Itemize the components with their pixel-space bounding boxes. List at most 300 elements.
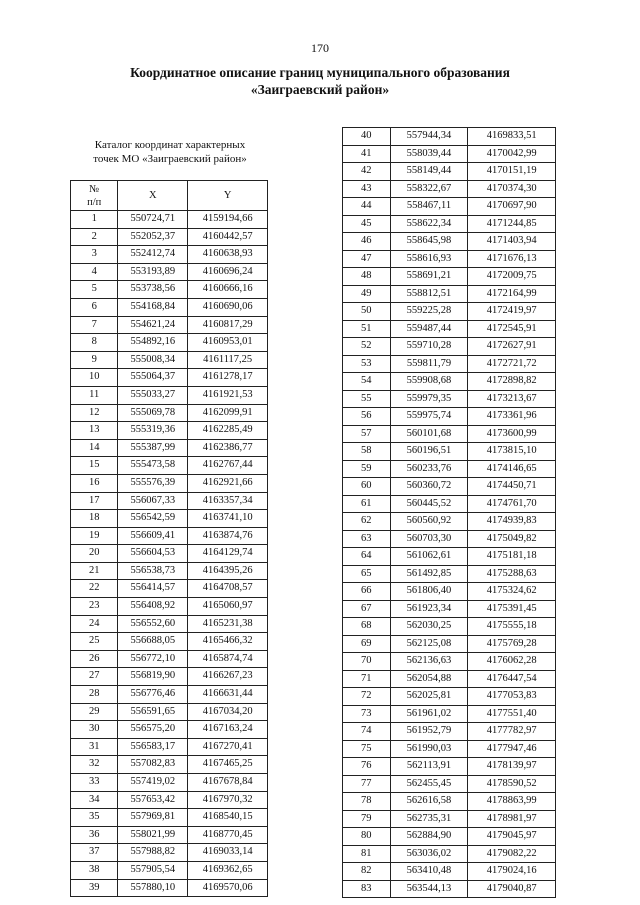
point-number-cell: 58 [343,443,391,461]
point-number-cell: 55 [343,390,391,408]
y-coordinate-cell: 4170697,90 [468,198,556,216]
table-row [343,548,556,566]
table-row [343,233,556,251]
x-coordinate-cell: 550724,71 [118,211,188,229]
point-number-cell: 53 [343,355,391,373]
header-x: X [118,181,188,211]
y-coordinate-cell: 4162767,44 [188,457,268,475]
y-coordinate-cell: 4169362,65 [188,861,268,879]
y-coordinate-cell: 4177551,40 [468,705,556,723]
header-y: Y [188,181,268,211]
x-coordinate-cell: 554621,24 [118,316,188,334]
y-coordinate-cell: 4169033,14 [188,844,268,862]
x-coordinate-cell: 552052,37 [118,228,188,246]
point-number-cell: 73 [343,705,391,723]
x-coordinate-cell: 558622,34 [390,215,468,233]
table-row [71,598,268,616]
x-coordinate-cell: 556542,59 [118,510,188,528]
x-coordinate-cell: 556583,17 [118,738,188,756]
y-coordinate-cell: 4167465,25 [188,756,268,774]
point-number-cell: 79 [343,810,391,828]
table-row [71,826,268,844]
x-coordinate-cell: 563036,02 [390,845,468,863]
table-row [71,211,268,229]
point-number-cell: 8 [71,334,118,352]
y-coordinate-cell: 4169570,06 [188,879,268,897]
point-number-cell: 64 [343,548,391,566]
point-number-cell: 33 [71,774,118,792]
point-number-cell: 76 [343,758,391,776]
x-coordinate-cell: 552412,74 [118,246,188,264]
x-coordinate-cell: 559908,68 [390,373,468,391]
table-row [71,527,268,545]
point-number-cell: 77 [343,775,391,793]
y-coordinate-cell: 4179082,22 [468,845,556,863]
y-coordinate-cell: 4179024,16 [468,863,556,881]
y-coordinate-cell: 4172009,75 [468,268,556,286]
point-number-cell: 42 [343,163,391,181]
x-coordinate-cell: 555069,78 [118,404,188,422]
table-row [343,828,556,846]
point-number-cell: 16 [71,474,118,492]
point-number-cell: 43 [343,180,391,198]
point-number-cell: 54 [343,373,391,391]
table-row [71,738,268,756]
table-row [71,510,268,528]
x-coordinate-cell: 561952,79 [390,723,468,741]
point-number-cell: 81 [343,845,391,863]
x-coordinate-cell: 558812,51 [390,285,468,303]
point-number-cell: 45 [343,215,391,233]
point-number-cell: 37 [71,844,118,862]
table-row [343,880,556,898]
table-row [343,793,556,811]
table-row [71,668,268,686]
coordinates-table-left [70,180,268,897]
x-coordinate-cell: 557905,54 [118,861,188,879]
table-row [71,650,268,668]
point-number-cell: 65 [343,565,391,583]
x-coordinate-cell: 562030,25 [390,618,468,636]
point-number-cell: 35 [71,809,118,827]
y-coordinate-cell: 4172627,91 [468,338,556,356]
table-row [343,740,556,758]
x-coordinate-cell: 562884,90 [390,828,468,846]
y-coordinate-cell: 4172419,97 [468,303,556,321]
point-number-cell: 44 [343,198,391,216]
point-number-cell: 29 [71,703,118,721]
page-title [0,64,640,98]
y-coordinate-cell: 4167678,84 [188,774,268,792]
x-coordinate-cell: 562054,88 [390,670,468,688]
point-number-cell: 9 [71,351,118,369]
table-row [71,228,268,246]
table-row [343,355,556,373]
x-coordinate-cell: 560445,52 [390,495,468,513]
table-row [343,460,556,478]
y-coordinate-cell: 4172721,72 [468,355,556,373]
table-row [343,705,556,723]
point-number-cell: 1 [71,211,118,229]
right-table-body [343,128,556,898]
point-number-cell: 5 [71,281,118,299]
point-number-cell: 4 [71,263,118,281]
point-number-cell: 70 [343,653,391,671]
point-number-cell: 41 [343,145,391,163]
table-row [71,633,268,651]
point-number-cell: 62 [343,513,391,531]
left-table-body [71,211,268,897]
y-coordinate-cell: 4163741,10 [188,510,268,528]
point-number-cell: 68 [343,618,391,636]
table-row [71,774,268,792]
title-line-1: Координатное описание границ муниципального образования [130,65,510,80]
y-coordinate-cell: 4173815,10 [468,443,556,461]
point-number-cell: 49 [343,285,391,303]
point-number-cell: 34 [71,791,118,809]
point-number-cell: 14 [71,439,118,457]
x-coordinate-cell: 561062,61 [390,548,468,566]
x-coordinate-cell: 557082,83 [118,756,188,774]
y-coordinate-cell: 4174761,70 [468,495,556,513]
header-number-line-1: № [89,183,100,195]
y-coordinate-cell: 4165874,74 [188,650,268,668]
table-row [71,861,268,879]
point-number-cell: 19 [71,527,118,545]
x-coordinate-cell: 561961,02 [390,705,468,723]
y-coordinate-cell: 4175181,18 [468,548,556,566]
point-number-cell: 36 [71,826,118,844]
y-coordinate-cell: 4162285,49 [188,422,268,440]
table-row [343,513,556,531]
point-number-cell: 21 [71,562,118,580]
point-number-cell: 47 [343,250,391,268]
y-coordinate-cell: 4164129,74 [188,545,268,563]
point-number-cell: 82 [343,863,391,881]
y-coordinate-cell: 4175324,62 [468,583,556,601]
y-coordinate-cell: 4160690,06 [188,298,268,316]
y-coordinate-cell: 4171676,13 [468,250,556,268]
y-coordinate-cell: 4167034,20 [188,703,268,721]
x-coordinate-cell: 553738,56 [118,281,188,299]
table-row [71,263,268,281]
point-number-cell: 20 [71,545,118,563]
y-coordinate-cell: 4164708,57 [188,580,268,598]
x-coordinate-cell: 559975,74 [390,408,468,426]
point-number-cell: 80 [343,828,391,846]
table-row [71,580,268,598]
table-row [71,281,268,299]
y-coordinate-cell: 4163874,76 [188,527,268,545]
y-coordinate-cell: 4165231,38 [188,615,268,633]
point-number-cell: 50 [343,303,391,321]
point-number-cell: 28 [71,686,118,704]
table-row [71,351,268,369]
x-coordinate-cell: 561806,40 [390,583,468,601]
table-row [343,320,556,338]
x-coordinate-cell: 560560,92 [390,513,468,531]
y-coordinate-cell: 4178590,52 [468,775,556,793]
table-row [343,478,556,496]
y-coordinate-cell: 4171244,85 [468,215,556,233]
point-number-cell: 75 [343,740,391,758]
y-coordinate-cell: 4162921,66 [188,474,268,492]
x-coordinate-cell: 556688,05 [118,633,188,651]
x-coordinate-cell: 560196,51 [390,443,468,461]
y-coordinate-cell: 4177947,46 [468,740,556,758]
x-coordinate-cell: 555473,58 [118,457,188,475]
x-coordinate-cell: 560101,68 [390,425,468,443]
x-coordinate-cell: 555033,27 [118,386,188,404]
x-coordinate-cell: 560233,76 [390,460,468,478]
table-row [343,565,556,583]
y-coordinate-cell: 4166631,44 [188,686,268,704]
y-coordinate-cell: 4168540,15 [188,809,268,827]
y-coordinate-cell: 4169833,51 [468,128,556,146]
table-row [343,373,556,391]
catalog-caption [70,138,270,166]
y-coordinate-cell: 4168770,45 [188,826,268,844]
y-coordinate-cell: 4160638,93 [188,246,268,264]
y-coordinate-cell: 4160953,01 [188,334,268,352]
table-row [343,653,556,671]
x-coordinate-cell: 557880,10 [118,879,188,897]
x-coordinate-cell: 557944,34 [390,128,468,146]
point-number-cell: 71 [343,670,391,688]
point-number-cell: 7 [71,316,118,334]
x-coordinate-cell: 557419,02 [118,774,188,792]
x-coordinate-cell: 556552,60 [118,615,188,633]
x-coordinate-cell: 558149,44 [390,163,468,181]
point-number-cell: 48 [343,268,391,286]
y-coordinate-cell: 4179045,97 [468,828,556,846]
title-line-2: «Заиграевский район» [250,82,390,97]
point-number-cell: 67 [343,600,391,618]
point-number-cell: 31 [71,738,118,756]
table-row [71,439,268,457]
point-number-cell: 32 [71,756,118,774]
table-row [71,386,268,404]
x-coordinate-cell: 562136,63 [390,653,468,671]
table-row [71,686,268,704]
table-row [343,163,556,181]
y-coordinate-cell: 4159194,66 [188,211,268,229]
point-number-cell: 3 [71,246,118,264]
x-coordinate-cell: 556067,33 [118,492,188,510]
x-coordinate-cell: 556604,53 [118,545,188,563]
x-coordinate-cell: 561923,34 [390,600,468,618]
header-number-line-2: п/п [87,196,102,208]
table-row [71,721,268,739]
y-coordinate-cell: 4172898,82 [468,373,556,391]
y-coordinate-cell: 4161278,17 [188,369,268,387]
point-number-cell: 78 [343,793,391,811]
x-coordinate-cell: 557969,81 [118,809,188,827]
table-row [343,863,556,881]
point-number-cell: 22 [71,580,118,598]
y-coordinate-cell: 4167270,41 [188,738,268,756]
y-coordinate-cell: 4161921,53 [188,386,268,404]
x-coordinate-cell: 562125,08 [390,635,468,653]
x-coordinate-cell: 558021,99 [118,826,188,844]
table-row [71,404,268,422]
y-coordinate-cell: 4170042,99 [468,145,556,163]
table-row [71,457,268,475]
y-coordinate-cell: 4161117,25 [188,351,268,369]
point-number-cell: 57 [343,425,391,443]
x-coordinate-cell: 558467,11 [390,198,468,216]
x-coordinate-cell: 556772,10 [118,650,188,668]
y-coordinate-cell: 4160696,24 [188,263,268,281]
x-coordinate-cell: 556776,46 [118,686,188,704]
x-coordinate-cell: 553193,89 [118,263,188,281]
point-number-cell: 51 [343,320,391,338]
point-number-cell: 39 [71,879,118,897]
table-row [343,810,556,828]
x-coordinate-cell: 556408,92 [118,598,188,616]
point-number-cell: 18 [71,510,118,528]
table-row [343,443,556,461]
point-number-cell: 2 [71,228,118,246]
table-row [343,390,556,408]
table-row [71,422,268,440]
table-row [343,198,556,216]
table-row [343,583,556,601]
y-coordinate-cell: 4160442,57 [188,228,268,246]
table-row [343,408,556,426]
x-coordinate-cell: 558645,98 [390,233,468,251]
table-row [71,844,268,862]
point-number-cell: 61 [343,495,391,513]
table-row [343,303,556,321]
table-header-row [71,181,268,211]
point-number-cell: 74 [343,723,391,741]
y-coordinate-cell: 4177053,83 [468,688,556,706]
point-number-cell: 56 [343,408,391,426]
x-coordinate-cell: 563410,48 [390,863,468,881]
point-number-cell: 66 [343,583,391,601]
point-number-cell: 52 [343,338,391,356]
point-number-cell: 12 [71,404,118,422]
point-number-cell: 46 [343,233,391,251]
x-coordinate-cell: 555064,37 [118,369,188,387]
table-row [71,703,268,721]
table-row [343,618,556,636]
x-coordinate-cell: 558039,44 [390,145,468,163]
point-number-cell: 15 [71,457,118,475]
table-row [343,635,556,653]
y-coordinate-cell: 4176447,54 [468,670,556,688]
point-number-cell: 72 [343,688,391,706]
coordinates-table-right [342,127,556,898]
x-coordinate-cell: 555319,36 [118,422,188,440]
point-number-cell: 24 [71,615,118,633]
table-row [343,670,556,688]
caption-line-1: Каталог координат характерных [94,139,246,151]
table-row [343,285,556,303]
y-coordinate-cell: 4171403,94 [468,233,556,251]
y-coordinate-cell: 4173213,67 [468,390,556,408]
y-coordinate-cell: 4167163,24 [188,721,268,739]
table-row [71,615,268,633]
table-row [343,688,556,706]
x-coordinate-cell: 559811,79 [390,355,468,373]
y-coordinate-cell: 4167970,32 [188,791,268,809]
y-coordinate-cell: 4165060,97 [188,598,268,616]
table-row [343,495,556,513]
x-coordinate-cell: 559710,28 [390,338,468,356]
x-coordinate-cell: 557653,42 [118,791,188,809]
y-coordinate-cell: 4165466,32 [188,633,268,651]
point-number-cell: 27 [71,668,118,686]
x-coordinate-cell: 554168,84 [118,298,188,316]
table-row [71,369,268,387]
point-number-cell: 26 [71,650,118,668]
table-row [71,316,268,334]
table-row [71,298,268,316]
x-coordinate-cell: 562455,45 [390,775,468,793]
x-coordinate-cell: 563544,13 [390,880,468,898]
table-row [343,128,556,146]
y-coordinate-cell: 4178981,97 [468,810,556,828]
y-coordinate-cell: 4175555,18 [468,618,556,636]
point-number-cell: 25 [71,633,118,651]
y-coordinate-cell: 4173361,96 [468,408,556,426]
x-coordinate-cell: 555387,99 [118,439,188,457]
y-coordinate-cell: 4163357,34 [188,492,268,510]
y-coordinate-cell: 4175288,63 [468,565,556,583]
x-coordinate-cell: 559487,44 [390,320,468,338]
x-coordinate-cell: 556538,73 [118,562,188,580]
table-row [71,879,268,897]
table-row [343,775,556,793]
table-row [343,145,556,163]
y-coordinate-cell: 4160666,16 [188,281,268,299]
y-coordinate-cell: 4178863,99 [468,793,556,811]
x-coordinate-cell: 561990,03 [390,740,468,758]
y-coordinate-cell: 4170374,30 [468,180,556,198]
y-coordinate-cell: 4179040,87 [468,880,556,898]
table-row [343,723,556,741]
x-coordinate-cell: 557988,82 [118,844,188,862]
y-coordinate-cell: 4172164,99 [468,285,556,303]
x-coordinate-cell: 560703,30 [390,530,468,548]
y-coordinate-cell: 4164395,26 [188,562,268,580]
table-row [71,246,268,264]
x-coordinate-cell: 559979,35 [390,390,468,408]
x-coordinate-cell: 556609,41 [118,527,188,545]
point-number-cell: 23 [71,598,118,616]
point-number-cell: 13 [71,422,118,440]
table-row [71,756,268,774]
x-coordinate-cell: 555008,34 [118,351,188,369]
y-coordinate-cell: 4174146,65 [468,460,556,478]
x-coordinate-cell: 559225,28 [390,303,468,321]
y-coordinate-cell: 4162386,77 [188,439,268,457]
x-coordinate-cell: 562113,91 [390,758,468,776]
point-number-cell: 38 [71,861,118,879]
x-coordinate-cell: 562025,81 [390,688,468,706]
point-number-cell: 17 [71,492,118,510]
y-coordinate-cell: 4175049,82 [468,530,556,548]
y-coordinate-cell: 4172545,91 [468,320,556,338]
x-coordinate-cell: 556819,90 [118,668,188,686]
table-row [343,425,556,443]
table-row [71,492,268,510]
point-number-cell: 11 [71,386,118,404]
table-row [343,268,556,286]
x-coordinate-cell: 556414,57 [118,580,188,598]
